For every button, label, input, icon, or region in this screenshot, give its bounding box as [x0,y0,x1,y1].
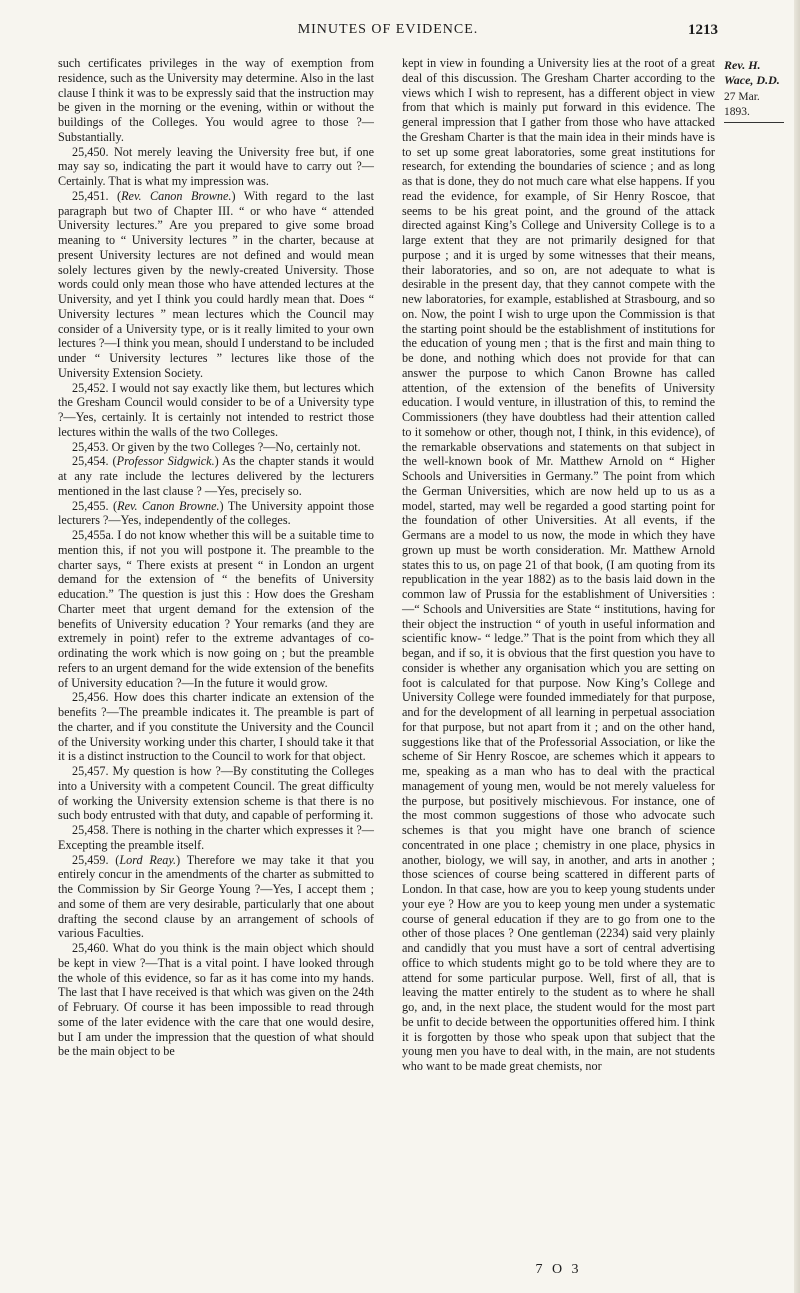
paragraph-text: ) Therefore we may take it that you entirely concur in the amendments of the charter as submitted to the Commission by Sir George Young ?—Yes, I accept them ; and some of them are very desirable, particularly that one about drafting the second clause by an arrangement of schools of various Faculties. [58,852,374,941]
paragraph-text: kept in view in founding a University lies at the root of a great deal of this discussion. The Gresham Charter according to the views which I wish to represent, has a different object in view from that which is mainly put forward in this evidence. The general impression that I gather from those who have attacked the Gresham Charter is that the main idea in their minds have is to set up some great laboratories, some great institutions for research, for extending the boundaries of science ; and as long as that is done, they do not much care what else happens. If you read the evidence, for example, of Sir Henry Roscoe, that seems to be his great point, and the ground of the attack directed against King’s College and University College is to a large extent that they are not primarily designed for that purpose ; and it is urged by some witnesses that their means, their laboratories, and so on, are not adequate to what is desirable in the present day, that they cannot compete with the new laboratories, for example, established at Strasbourg, and so on. Now, the point I wish to urge upon the Commission is that the starting point should be the establishment of institutions for the education of young men ; that is the first and main thing to be done, and nothing which does not provide for that can answer the purpose to which Canon Browne has called attention, of the extension of the benefits of University education. I would venture, in illustration of this, to remind the Commissioners (they have doubtless had their attention called to it somehow or other, though not, I think, in this evidence), of the remarkable observations and statements on that subject in the well-known book of Mr. Matthew Arnold on “ Higher Schools and Universities in Germany.” The point from which the German Universities, which are now held up to us as a model, started, may well be regarded a good starting point for the foundation of other Universities. At all events, if the Germans are a model to us now, the mode in which they have grown up must be worth consideration. Mr. Matthew Arnold states this to us, on page 21 of that book, (I am quoting from its republication in the year 1882) as to the basis laid down in the common law of Prussia for the establishment of Universities :—“ Schools and Universities are State “ institutions, having for their object the instruction “ of youth in useful information and scientific know- “ ledge.” That is the point from which they all began, and if so, it is obvious that the first question you have to consider is whether any organisation which you are setting on foot is calculated for that purpose. Now King’s College and University College were founded immediately for that purpose, and for the development of all learning in perpetual association for that purpose, but not apart from it ; and on the other hand, suggestions like that of the Professorial Association, or like the scheme of Sir Henry Roscoe, are schemes which it appears to me, speaking as a man who has to deal with the practical management of young men, would be not merely valueless for the purpose, but positively mischievous. For instance, one of the most common suggestions of those who advocate such schemes is that you might have one branch of science concentrated in one place ; chemistry in one place, physics in another, biology, we will say, in another, and arts in another ; those sciences of course being scattered in different parts of London. In that case, how are you to keep young students under your eye ? How are you to keep young men under a systematic course of general education if they are to go from one to the other of those places ? One gentleman (2234) said very plainly and candidly that you must have a sort of central advertising office to which students might go to be told where they are to attend for some particular purpose. Well, first of all, that is leaving the matter entirely to the student as to where he shall go, and, in the next place, the student would for the most part be unfit to decide between the opportunities offered him. I think it is forgotten by those who speak upon that subject that the young men you have to deal with, in the main, are not students who want to be made great chemists, nor [402,56,715,1073]
paragraph-p9 [58,764,374,823]
question-number: 25,459. ( [72,852,120,867]
left-column [58,56,374,1059]
paragraph-p8 [58,690,374,764]
paragraph-text: 25,453. Or given by the two Colleges ?—No, certainly not. [72,439,361,454]
paragraph-text: ) The University appoint those lecturers ?—Yes, independently of the colleges. [58,498,375,528]
question-number: 25,455. ( [72,498,118,513]
speaker-name: Lord Reay. [119,852,177,867]
paragraph-r0 [402,56,715,1074]
question-number: 25,451. ( [72,188,122,203]
margin-date: 27 Mar. 1893. [724,90,784,123]
running-header [58,22,718,42]
paragraph-p4 [58,440,374,455]
paragraph-text: 25,450. Not merely leaving the University free but, if one may say so, indicating the part it would have to carry out ?—Certainly. That is what my impression was. [58,144,374,188]
paragraph-p1 [58,145,374,189]
paragraph-p12 [58,941,374,1059]
paragraph-p0 [58,56,374,145]
paragraph-p10 [58,823,374,853]
page-edge [794,0,800,1293]
margin-note [724,58,784,123]
speaker-name: Rev. Canon Browne. [117,498,220,513]
paragraph-p5 [58,454,374,498]
paragraph-text: ) With regard to the last paragraph but two of Chapter III. “ or who have “ attended University lectures.” Are you prepared to give some broad meaning to “ University lectures ” in the charter, because at present University lectures are not defined and would mean solely lectures given by the newly-created University. Those words could only mean those who have attended lectures at the University, and yet I think you could hardly mean that. Does “ University lectures ” mean lectures which the Council may consider of a University type, or is it really limited to your own lectures ?—I think you mean, should I understand to be included under “ University lectures ” lectures like those of the University Extension Society. [58,188,375,380]
right-column [402,56,715,1074]
paragraph-p3 [58,381,374,440]
header-title: MINUTES OF EVIDENCE. [297,22,479,37]
margin-witness-degree: Wace, D.D. [724,73,780,87]
paragraph-text: 25,455a. I do not know whether this will be a suitable time to mention this, if not you will postpone it. The preamble to the charter says, “ There exists at present “ in London an urgent demand for the extension of “ the benefits of University education.” The question is just this : How does the Gresham Charter meet that urgent demand for the extension of the benefits of University education ? Your remarks (and they are extremely in point) refer to the extreme advantages of co-ordinating the work which is now going on ; but the preamble refers to an urgent demand for the wide extension of the benefits of University education ?—In the future it would grow. [58,528,374,690]
paragraph-text: 25,458. There is nothing in the charter which expresses it ?—Excepting the preamble itself. [58,823,374,852]
paragraph-text: such certificates privileges in the way of exemption from residence, such as the University may determine. Also in the last clause I think it was to be expressly said that the instruction may be given in the morning or the evening, within or without the buildings of the Colleges. You would agree to those ?—Substantially. [58,56,374,144]
paragraph-p6 [58,499,374,529]
paragraph-text: 25,452. I would not say exactly like them, but lectures which the Gresham Council would consider to be of a University type ?—Yes, certainly. It is certainly not intended to restrict those lectures within the walls of the two Colleges. [58,380,374,439]
margin-witness-name: Rev. H. [724,58,761,72]
paragraph-text: ) As the chapter stands it would at any rate include the lectures delivered by the lecturers mentioned in the last clause ? —Yes, precisely so. [58,454,375,498]
paragraph-p11 [58,853,374,942]
paragraph-text: 25,456. How does this charter indicate an extension of the benefits ?—The preamble indicates it. The preamble is part of the charter, and if you constitute the University and the Council of the University working under this charter, I should take it that it is a distinct instruction to the Council to work for that object. [58,690,374,764]
printer-signature: 7 O 3 [535,1262,582,1277]
paragraph-p7 [58,528,374,690]
question-number: 25,454. ( [72,454,117,469]
speaker-name: Rev. Canon Browne. [121,188,232,203]
paragraph-text: 25,457. My question is how ?—By constituting the Colleges into a University with a competent Council. The great difficulty of working the University extension scheme is that there is no such body entrusted with that duty, and capable of performing it. [58,764,374,823]
speaker-name: Professor Sidgwick. [116,454,215,469]
paragraph-text: 25,460. What do you think is the main object which should be kept in view ?—That is a vital point. I have looked through the whole of this evidence, so far as it has come into my hands. The last that I have received is that which was given on the 24th of February. Of course it has been impossible to read through some of the later evidence with the care that one would desire, but I am under the impression that the question of what should be the main object to be [58,941,374,1059]
page-number: 1213 [688,22,718,38]
paragraph-p2 [58,189,374,381]
